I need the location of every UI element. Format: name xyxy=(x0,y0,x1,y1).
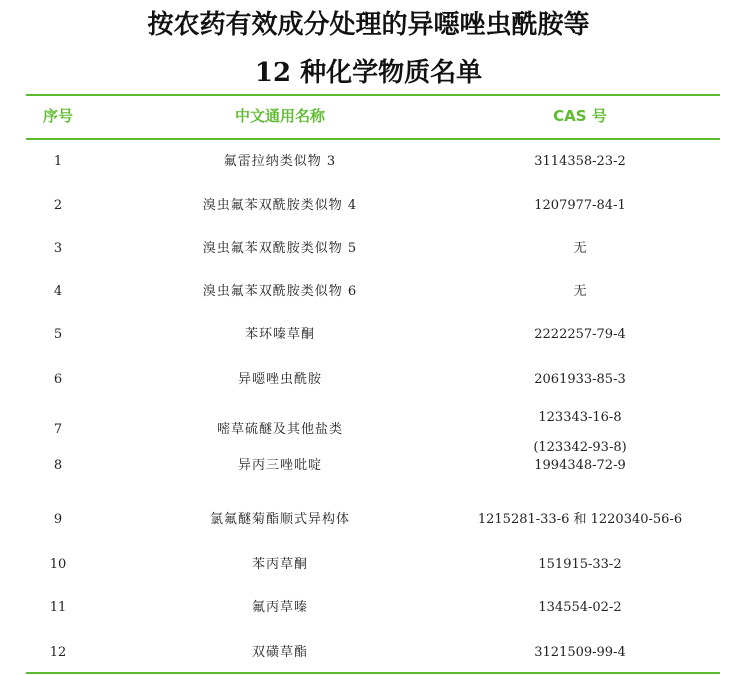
cas-number-line: 151915-33-2 xyxy=(538,557,622,572)
row-chinese-name: 氟丙草嗪 xyxy=(251,600,308,615)
header-serial-number: 序号 xyxy=(42,107,73,125)
header-chinese-common-name: 中文通用名称 xyxy=(234,107,325,125)
row-serial-number: 4 xyxy=(53,284,63,299)
cas-number-line: (123342-93-8) xyxy=(533,440,627,455)
row-serial-number: 7 xyxy=(53,422,63,437)
table-bottom-rule xyxy=(26,672,720,674)
cas-number-line: 无 xyxy=(573,241,587,256)
row-chinese-name: 氯氟醚菊酯顺式异构体 xyxy=(209,512,350,527)
document-title-line-1: 按农药有效成分处理的异噁唑虫酰胺等 xyxy=(147,10,590,40)
row-chinese-name: 溴虫氟苯双酰胺类似物 4 xyxy=(202,198,358,213)
row-cas-number xyxy=(452,456,708,476)
row-chinese-name: 双磺草酯 xyxy=(251,645,308,660)
row-serial-number: 6 xyxy=(53,372,63,387)
row-chinese-name: 溴虫氟苯双酰胺类似物 6 xyxy=(202,284,358,299)
row-serial-number: 5 xyxy=(53,327,63,342)
row-chinese-name: 苯环嗪草酮 xyxy=(244,327,315,342)
document-title-line-2: 12 种化学物质名单 xyxy=(254,58,483,88)
row-cas-number xyxy=(452,643,708,663)
row-chinese-name: 异丙三唑吡啶 xyxy=(237,458,322,473)
row-cas-number xyxy=(452,152,708,172)
header-cas-number: CAS 号 xyxy=(553,107,607,125)
cas-number-line: 123343-16-8 xyxy=(538,410,622,425)
cas-number-line: 2222257-79-4 xyxy=(534,327,626,342)
cas-number-line: 1994348-72-9 xyxy=(534,458,626,473)
row-serial-number: 1 xyxy=(53,154,63,169)
row-cas-number xyxy=(452,510,708,530)
row-serial-number: 11 xyxy=(49,600,67,615)
row-serial-number: 9 xyxy=(53,512,63,527)
row-serial-number: 8 xyxy=(53,458,63,473)
row-cas-number xyxy=(452,239,708,259)
cas-number-line: 2061933-85-3 xyxy=(534,372,626,387)
cas-number-line: 134554-02-2 xyxy=(538,600,622,615)
cas-number-line: 3114358-23-2 xyxy=(534,154,626,169)
row-chinese-name: 嘧草硫醚及其他盐类 xyxy=(216,422,343,437)
row-serial-number: 3 xyxy=(53,241,63,256)
row-cas-number xyxy=(452,325,708,345)
cas-number-line: 3121509-99-4 xyxy=(534,645,626,660)
row-serial-number: 12 xyxy=(49,645,67,660)
row-chinese-name: 溴虫氟苯双酰胺类似物 5 xyxy=(202,241,358,256)
cas-number-line: 1207977-84-1 xyxy=(534,198,626,213)
row-serial-number: 10 xyxy=(49,557,67,572)
row-chinese-name: 氟雷拉纳类似物 3 xyxy=(223,154,337,169)
table-header-rule xyxy=(26,138,720,140)
row-cas-number xyxy=(452,555,708,575)
cas-number-line: 无 xyxy=(573,284,587,299)
row-cas-number xyxy=(452,370,708,390)
row-chinese-name: 异噁唑虫酰胺 xyxy=(237,372,322,387)
row-cas-number xyxy=(452,598,708,618)
cas-number-line: 1215281-33-6 和 1220340-56-6 xyxy=(477,512,683,527)
row-cas-number xyxy=(452,282,708,302)
row-cas-number xyxy=(452,196,708,216)
row-chinese-name: 苯丙草酮 xyxy=(251,557,308,572)
row-serial-number: 2 xyxy=(53,198,63,213)
table-top-rule xyxy=(26,94,720,96)
